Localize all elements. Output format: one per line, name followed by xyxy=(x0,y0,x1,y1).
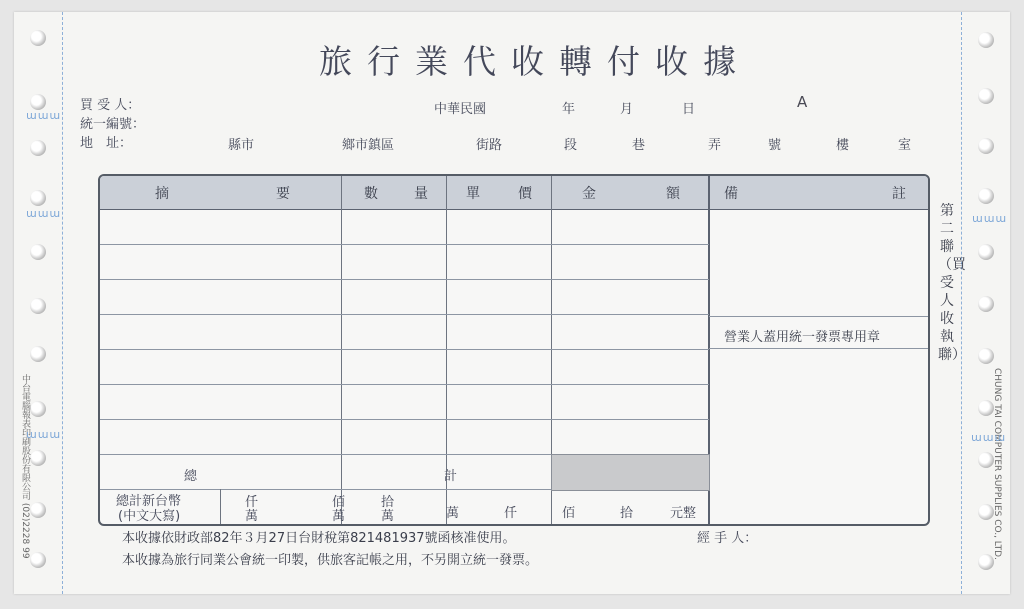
hole-icon xyxy=(978,188,994,204)
hole-icon xyxy=(978,244,994,260)
hole-icon xyxy=(30,244,46,260)
total-label-1: 總 xyxy=(184,469,198,484)
lane-label: 巷 xyxy=(632,138,646,153)
table-row xyxy=(100,314,709,315)
month-label: 月 xyxy=(620,102,634,117)
column-divider xyxy=(341,176,342,524)
ntd-label-1: 總計新台幣 xyxy=(116,494,182,509)
header-amount-1: 金 xyxy=(582,186,596,202)
header-qty-2: 量 xyxy=(414,186,428,202)
copy-mark: A xyxy=(797,93,808,111)
ntd-label-2: (中文大寫) xyxy=(118,509,181,524)
header-summary-2: 要 xyxy=(276,186,290,202)
district-label: 鄉市鎮區 xyxy=(342,138,395,153)
approval-note: 本收據依財政部82年３月27日台財稅第821481937號函核准使用。 xyxy=(122,531,516,546)
table-row xyxy=(100,279,709,280)
usage-note: 本收據為旅行同業公會統一印製，供旅客記帳之用，不另開立統一發票。 xyxy=(122,553,539,568)
alley-label: 弄 xyxy=(708,138,722,153)
table-row xyxy=(100,349,709,350)
remark-divider xyxy=(709,348,928,349)
day-label: 日 xyxy=(682,102,696,117)
hole-icon xyxy=(978,88,994,104)
hole-icon xyxy=(30,30,46,46)
unified-number-label: 統一編號： xyxy=(80,117,146,132)
floor-label: 樓 xyxy=(836,138,850,153)
hole-icon xyxy=(978,32,994,48)
hole-icon xyxy=(978,296,994,312)
section-label: 段 xyxy=(564,138,578,153)
header-amount-2: 額 xyxy=(666,186,680,202)
hole-icon xyxy=(30,401,46,417)
blue-marker: ɯɯɯ xyxy=(26,109,62,122)
header-summary-1: 摘 xyxy=(155,186,169,202)
table-row xyxy=(100,244,709,245)
handler-label: 經 手 人： xyxy=(697,531,758,546)
hole-icon xyxy=(978,348,994,364)
county-label: 縣市 xyxy=(228,138,255,153)
room-label: 室 xyxy=(898,138,912,153)
hole-icon xyxy=(978,138,994,154)
year-label: 年 xyxy=(562,102,576,117)
blue-marker: ɯɯɯ xyxy=(26,428,62,441)
unit-million: 佰萬 xyxy=(332,495,346,524)
total-label-2: 計 xyxy=(444,469,458,484)
right-tractor-strip xyxy=(961,12,1010,594)
copy-label-vertical: 第二聯（買受人收執聯） xyxy=(938,203,966,363)
blue-marker: ɯɯɯ xyxy=(972,212,1008,225)
unit-hundred-thousand: 拾萬 xyxy=(381,495,395,524)
hole-icon xyxy=(30,94,46,110)
blue-marker: ɯɯɯ xyxy=(26,207,62,220)
hole-icon xyxy=(30,346,46,362)
hole-icon xyxy=(30,298,46,314)
hole-icon xyxy=(30,552,46,568)
unit-hundred: 佰 xyxy=(562,506,576,521)
header-price-2: 價 xyxy=(518,186,532,202)
receipt-table xyxy=(98,174,930,526)
hole-icon xyxy=(30,502,46,518)
unit-thousand: 仟 xyxy=(504,506,518,521)
hole-icon xyxy=(30,190,46,206)
receipt-title: 旅行業代收轉付收據 xyxy=(319,42,751,81)
header-qty-1: 數 xyxy=(364,186,378,202)
number-label: 號 xyxy=(768,138,782,153)
stamp-area-label: 營業人蓋用統一發票專用章 xyxy=(724,330,881,345)
unit-ten: 拾 xyxy=(620,506,634,521)
header-price-1: 單 xyxy=(466,186,480,202)
remark-divider xyxy=(709,316,928,317)
address-label: 地 址： xyxy=(80,136,133,151)
hole-icon xyxy=(30,140,46,156)
buyer-label: 買 受 人： xyxy=(80,98,141,113)
blue-marker: ɯɯɯ xyxy=(971,431,1007,444)
date-prefix: 中華民國 xyxy=(434,102,487,117)
unit-yuan: 元整 xyxy=(670,506,697,521)
receipt-paper xyxy=(14,12,1010,594)
header-remark-1: 備 xyxy=(724,186,738,202)
unit-ten-million: 仟萬 xyxy=(245,495,259,524)
table-row xyxy=(100,384,709,385)
ntd-divider xyxy=(220,489,221,524)
left-margin-text: 中台電腦報表印刷股份有限公司 (02)2228 99 xyxy=(20,374,30,559)
left-tractor-strip xyxy=(14,12,63,594)
right-margin-text: CHUNG TAI COMPUTER SUPPLIES CO., LTD. xyxy=(992,368,1002,560)
hole-icon xyxy=(30,450,46,466)
table-header xyxy=(100,176,928,210)
total-amount-cell xyxy=(551,454,710,491)
table-row xyxy=(100,419,709,420)
unit-ten-thousand: 萬 xyxy=(446,506,460,521)
road-label: 街路 xyxy=(476,138,503,153)
header-remark-2: 註 xyxy=(892,186,906,202)
